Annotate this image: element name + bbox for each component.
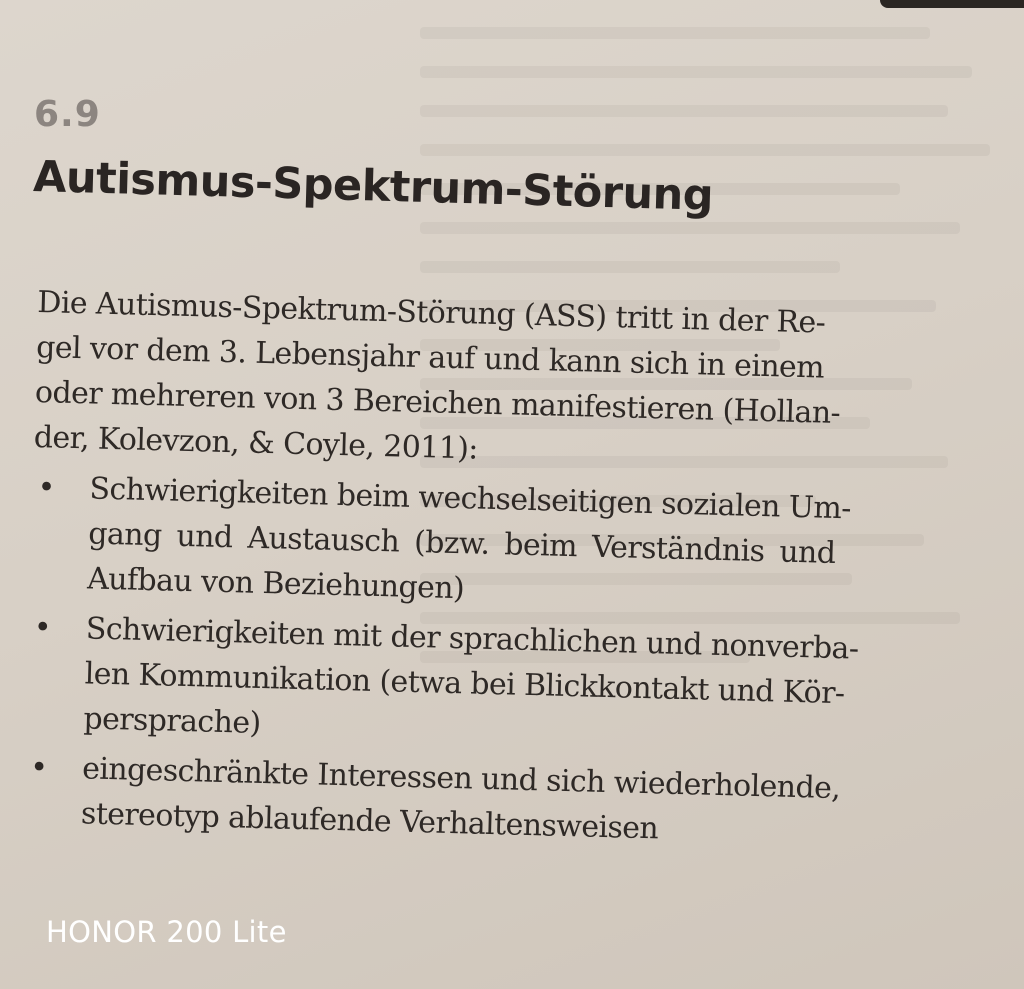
page-edge-shadow xyxy=(880,0,1024,8)
bullet-icon: • xyxy=(29,749,49,786)
section-title: Autismus-Spektrum-Störung xyxy=(32,152,714,221)
section-number: 6.9 xyxy=(34,94,101,135)
paragraph-line: oder mehreren von 3 Bereichen manifestieren (Hollan- xyxy=(34,374,841,432)
section-body xyxy=(23,280,937,858)
bullet-icon: • xyxy=(37,470,56,506)
list-item-line: len Kommunikation (etwa bei Blickkontakt und Kör- xyxy=(84,656,845,712)
list-item xyxy=(30,465,933,624)
list-item-line: gang und Austausch (bzw. beim Verständnis und xyxy=(87,516,836,571)
paragraph-line: der, Kolevzon, & Coyle, 2011): xyxy=(33,419,479,467)
intro-paragraph xyxy=(33,280,937,483)
list-item xyxy=(26,605,929,764)
list-item-line: persprache) xyxy=(83,701,262,741)
list-item-line: Schwierigkeiten beim wechselseitigen sozialen Um- xyxy=(89,471,852,527)
list-item-line: stereotyp ablaufende Verhaltensweisen xyxy=(80,796,659,847)
list-item xyxy=(23,745,925,859)
list-item-line: eingeschränkte Interessen und sich wiederholende, xyxy=(81,751,841,807)
list-item-line: Aufbau von Beziehungen) xyxy=(86,561,465,607)
bullet-icon: • xyxy=(33,610,53,646)
camera-watermark: HONOR 200 Lite xyxy=(46,915,287,949)
list-item-line: Schwierigkeiten mit der sprachlichen und nonverba- xyxy=(85,611,859,667)
paragraph-line: Die Autismus-Spektrum-Störung (ASS) tritt in der Re- xyxy=(36,284,826,341)
paragraph-line: gel vor dem 3. Lebensjahr auf und kann sich in einem xyxy=(35,329,825,386)
bullet-list xyxy=(23,465,932,858)
